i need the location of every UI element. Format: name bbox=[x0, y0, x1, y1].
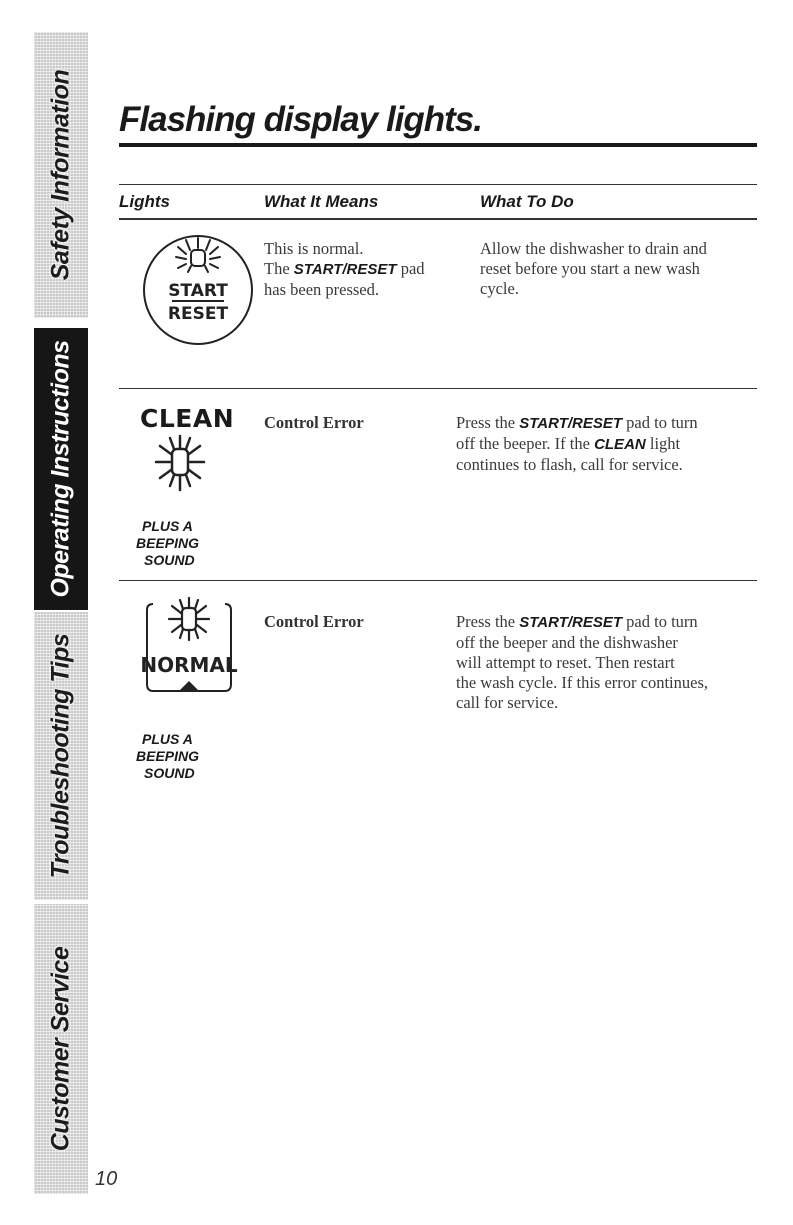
note-line: PLUS A bbox=[142, 518, 193, 534]
note-line: BEEPING bbox=[136, 535, 200, 551]
row2-beeping-note bbox=[136, 518, 199, 569]
tab-label: Operating Instructions bbox=[46, 340, 75, 598]
row1-todo-line3: cycle. bbox=[480, 279, 519, 298]
row-divider bbox=[119, 388, 757, 389]
clean-light-label: CLEAN bbox=[140, 404, 235, 433]
row3-todo-line5: call for service. bbox=[456, 693, 559, 712]
header-rule bbox=[119, 218, 757, 220]
note-line: SOUND bbox=[144, 552, 195, 568]
row-divider bbox=[119, 580, 757, 581]
tab-customer-service[interactable] bbox=[34, 904, 88, 1194]
tab-safety-information[interactable] bbox=[34, 32, 88, 318]
page-number: 10 bbox=[95, 1168, 118, 1190]
page-title: Flashing display lights. bbox=[119, 100, 482, 139]
row2-meaning: Control Error bbox=[264, 413, 364, 432]
start-label: START bbox=[168, 281, 228, 301]
row3-todo bbox=[456, 612, 776, 713]
normal-label: NORMAL bbox=[140, 653, 238, 677]
row2-todo-line3: continues to flash, call for service. bbox=[456, 455, 683, 474]
tab-operating-instructions[interactable] bbox=[34, 328, 88, 610]
row1-todo-line2: reset before you start a new wash bbox=[480, 259, 700, 278]
note-line: SOUND bbox=[144, 765, 195, 781]
tab-label: Customer Service bbox=[46, 946, 75, 1152]
row3-beeping-note bbox=[136, 731, 199, 782]
table-top-rule bbox=[119, 184, 757, 185]
normal-light-icon bbox=[135, 596, 240, 701]
row3-todo-line3: will attempt to reset. Then restart bbox=[456, 653, 675, 672]
tab-label: Safety Information bbox=[46, 69, 75, 281]
header-what-it-means: What It Means bbox=[264, 192, 379, 211]
title-rule bbox=[119, 143, 757, 147]
clean-light-icon bbox=[140, 432, 220, 502]
row3-todo-line4: the wash cycle. If this error continues, bbox=[456, 673, 708, 692]
row1-meaning bbox=[264, 239, 469, 300]
tab-label: Troubleshooting Tips bbox=[46, 633, 75, 879]
row1-meaning-line1: This is normal. bbox=[264, 239, 364, 258]
row1-meaning-line3: has been pressed. bbox=[264, 280, 380, 299]
row3-todo-line2: off the beeper and the dishwasher bbox=[456, 633, 678, 652]
note-line: BEEPING bbox=[136, 748, 200, 764]
row2-todo-line2: off the beeper. If the CLEAN light bbox=[456, 434, 681, 453]
row3-todo-line1: Press the START/RESET pad to turn bbox=[456, 612, 698, 631]
note-line: PLUS A bbox=[142, 731, 193, 747]
row3-meaning: Control Error bbox=[264, 612, 364, 631]
row1-todo-line1: Allow the dishwasher to drain and bbox=[480, 239, 707, 258]
row1-todo bbox=[480, 239, 760, 299]
tab-troubleshooting-tips[interactable] bbox=[34, 612, 88, 900]
row2-todo-line1: Press the START/RESET pad to turn bbox=[456, 413, 698, 432]
reset-label: RESET bbox=[167, 304, 229, 324]
header-what-to-do: What To Do bbox=[480, 192, 574, 211]
row2-todo bbox=[456, 413, 766, 475]
header-lights: Lights bbox=[119, 192, 170, 211]
start-reset-icon bbox=[138, 230, 258, 350]
row1-meaning-line2: The START/RESET pad bbox=[264, 259, 425, 278]
